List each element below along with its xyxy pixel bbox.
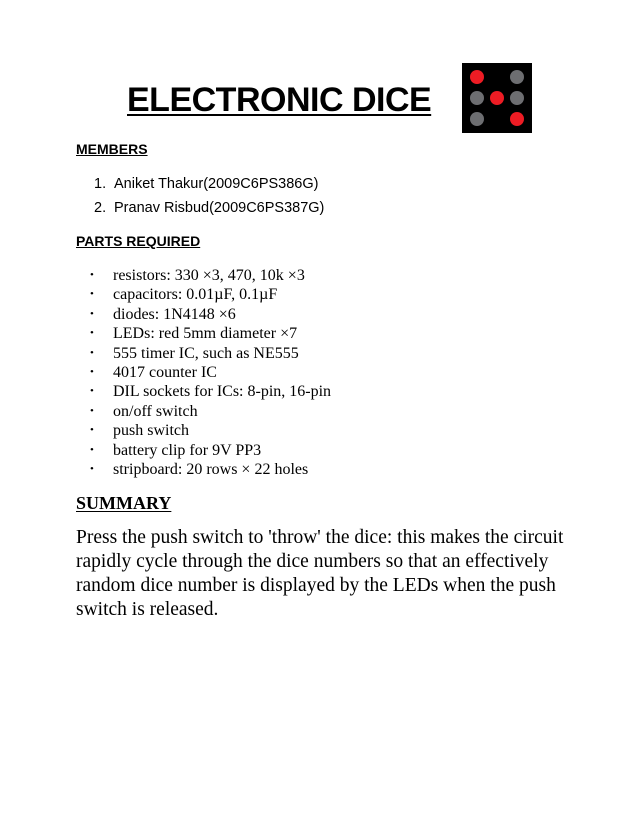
member-number: 1.: [94, 176, 107, 192]
led-bottom-left-icon: [470, 112, 484, 126]
member-item: [94, 196, 324, 220]
bullet-icon: •: [90, 385, 94, 398]
summary-heading: SUMMARY: [76, 493, 172, 513]
member-number: 2.: [94, 200, 107, 216]
part-text: on/off switch: [113, 402, 198, 420]
part-text: resistors: 330 ×3, 470, 10k ×3: [113, 267, 305, 284]
part-item: [90, 421, 331, 440]
bullet-icon: •: [90, 443, 94, 456]
part-text: 4017 counter IC: [113, 363, 217, 381]
led-bottom-right-icon: [510, 112, 524, 126]
part-text: 555 timer IC, such as NE555: [113, 344, 299, 362]
bullet-icon: •: [90, 288, 94, 301]
members-heading: MEMBERS: [76, 141, 148, 157]
document-title: ELECTRONIC DICE: [127, 81, 432, 119]
part-item: [90, 363, 331, 382]
parts-required-heading: PARTS REQUIRED: [76, 233, 201, 249]
part-item: [90, 344, 331, 363]
member-name: Pranav Risbud(2009C6PS387G): [114, 200, 325, 216]
part-item: [90, 324, 331, 343]
led-center-icon: [490, 91, 504, 105]
part-item: [90, 402, 331, 421]
led-top-right-icon: [510, 70, 524, 84]
part-item: [90, 382, 331, 401]
part-text: stripboard: 20 rows × 22 holes: [113, 460, 309, 478]
bullet-icon: •: [90, 424, 94, 437]
part-item: [90, 285, 331, 304]
part-item: [90, 441, 331, 460]
bullet-icon: •: [90, 462, 94, 475]
bullet-icon: •: [90, 365, 94, 378]
bullet-icon: •: [90, 307, 94, 320]
part-text: LEDs: red 5mm diameter ×7: [113, 325, 298, 343]
led-middle-right-icon: [510, 91, 524, 105]
part-text: capacitors: 0.01µF, 0.1µF: [113, 286, 278, 304]
dice-face-leds-icon: [462, 63, 532, 133]
summary-paragraph: Press the push switch to 'throw' the dice: this makes the circuit rapidly cycle through the dice numbers so that an effectively random dice number is displayed by the LEDs when the push switch is released.: [76, 527, 564, 620]
bullet-icon: •: [90, 404, 94, 417]
part-text: push switch: [113, 422, 189, 440]
members-list: [94, 172, 324, 220]
part-text: DIL sockets for ICs: 8-pin, 16-pin: [113, 383, 332, 401]
bullet-icon: •: [90, 346, 94, 359]
bullet-icon: •: [90, 269, 94, 281]
part-item: [90, 460, 331, 479]
led-middle-left-icon: [470, 91, 484, 105]
parts-list: [90, 266, 331, 479]
part-item: [90, 266, 331, 285]
member-name: Aniket Thakur(2009C6PS386G): [114, 176, 319, 192]
part-item: [90, 305, 331, 324]
led-top-left-icon: [470, 70, 484, 84]
bullet-icon: •: [90, 327, 94, 340]
member-item: [94, 172, 324, 196]
part-text: diodes: 1N4148 ×6: [113, 305, 236, 323]
part-text: battery clip for 9V PP3: [113, 441, 262, 459]
